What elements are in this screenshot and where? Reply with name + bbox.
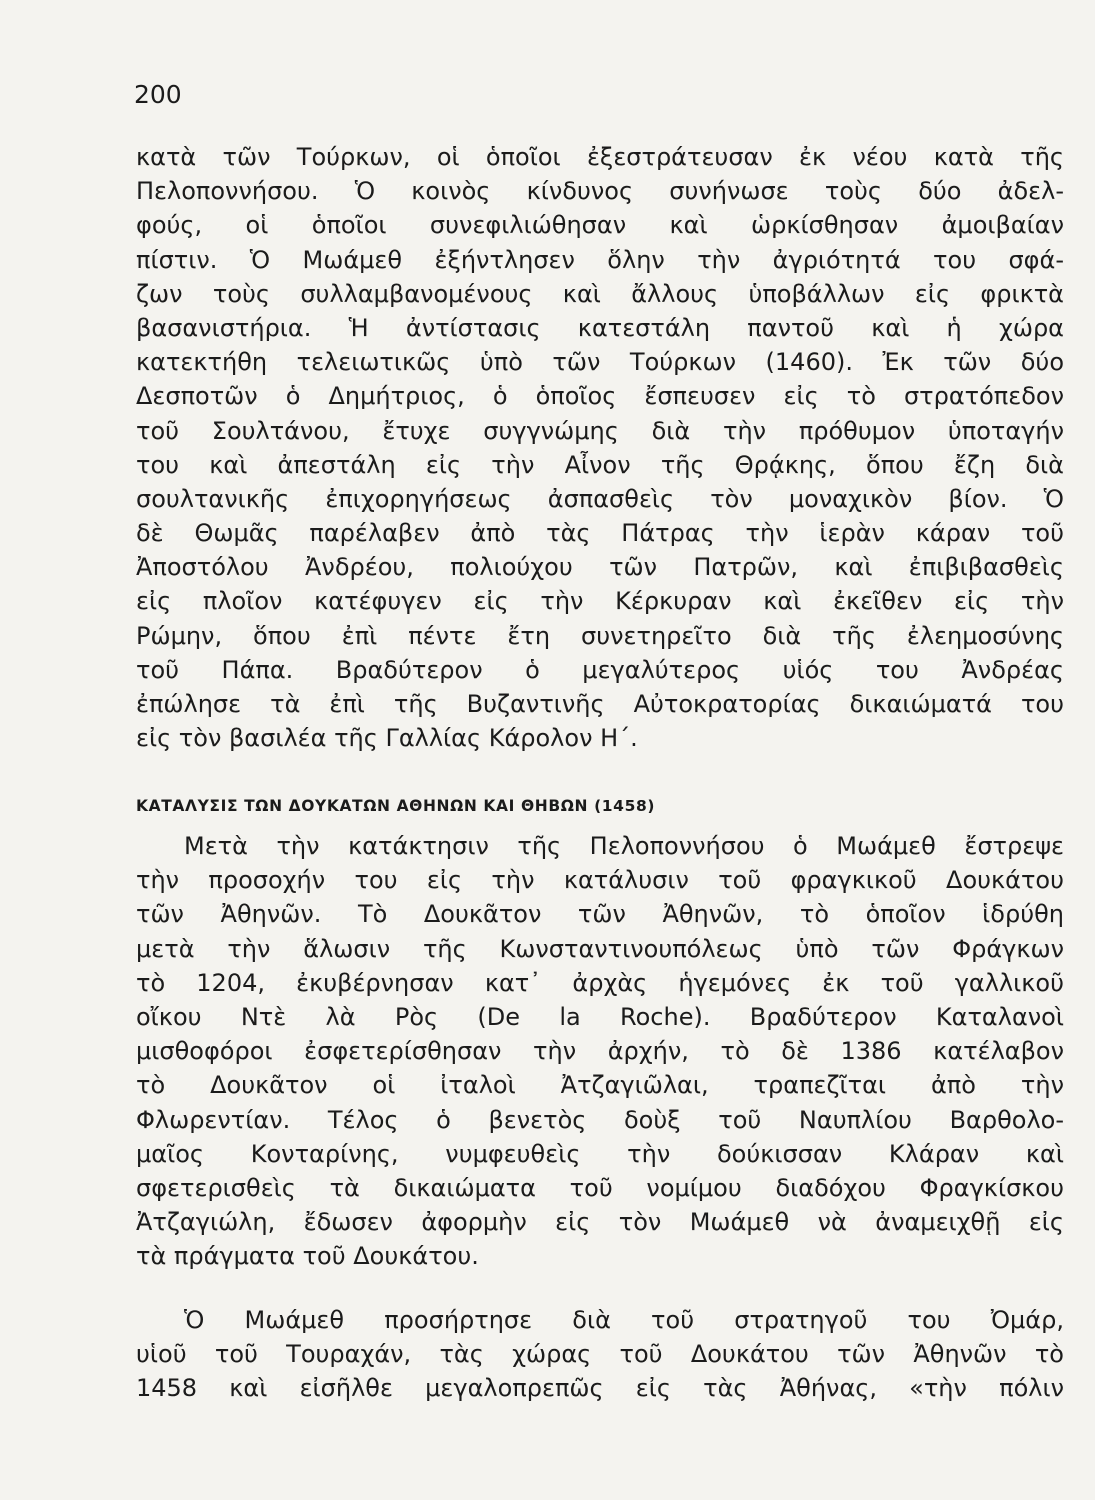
text-line: τοῦ Σουλτάνου, ἔτυχε συγγνώμης διὰ τὴν πρόθυμον ὑποταγήν xyxy=(136,416,1064,445)
paragraph-2 xyxy=(136,829,1064,1273)
text-line: του καὶ ἀπεστάλη εἰς τὴν Αἶνον τῆς Θρᾴκης, ὅπου ἔζη διὰ xyxy=(136,450,1064,479)
text-line: Μετὰ τὴν κατάκτησιν τῆς Πελοποννήσου ὁ Μωάμεθ ἔστρεψε xyxy=(184,832,1064,860)
paragraph-1 xyxy=(136,140,1064,755)
text-line: δὲ Θωμᾶς παρέλαβεν ἀπὸ τὰς Πάτρας τὴν ἱερὰν κάραν τοῦ xyxy=(136,519,1064,548)
text-line: Ἀποστόλου Ἀνδρέου, πολιούχου τῶν Πατρῶν, καὶ ἐπιβιβασθεὶς xyxy=(136,553,1064,582)
text-line: μαῖος Κονταρίνης, νυμφευθεὶς τὴν δούκισσαν Κλάραν καὶ xyxy=(136,1139,1064,1168)
text-line: Πελοποννήσου. Ὁ κοινὸς κίνδυνος συνήνωσε τοὺς δύο ἀδελ- xyxy=(136,177,1064,206)
text-line: ἐπώλησε τὰ ἐπὶ τῆς Βυζαντινῆς Αὐτοκρατορίας δικαιώματά του xyxy=(136,690,1064,718)
text-line: υἱοῦ τοῦ Τουραχάν, τὰς χώρας τοῦ Δουκάτου τῶν Ἀθηνῶν τὸ xyxy=(136,1340,1064,1369)
text-line: εἰς πλοῖον κατέφυγεν εἰς τὴν Κέρκυραν καὶ ἐκεῖθεν εἰς τὴν xyxy=(136,587,1064,616)
text-line: Δεσποτῶν ὁ Δημήτριος, ὁ ὁποῖος ἔσπευσεν εἰς τὸ στρατόπεδον xyxy=(136,382,1064,411)
text-line: τὸ 1204, ἐκυβέρνησαν κατ᾽ ἀρχὰς ἡγεμόνες ἐκ τοῦ γαλλικοῦ xyxy=(136,968,1064,997)
paragraph-3 xyxy=(136,1303,1064,1406)
text-line: τὰ πράγματα τοῦ Δουκάτου. xyxy=(136,1242,479,1271)
text-line: φούς, οἱ ὁποῖοι συνεφιλιώθησαν καὶ ὡρκίσθησαν ἀμοιβαίαν xyxy=(136,211,1064,240)
text-line: 1458 καὶ εἰσῆλθε μεγαλοπρεπῶς εἰς τὰς Ἀθήνας, «τὴν πόλιν xyxy=(136,1374,1064,1403)
text-line: τὸ Δουκᾶτον οἱ ἰταλοὶ Ἀτζαγιῶλαι, τραπεζῖται ἀπὸ τὴν xyxy=(136,1071,1064,1100)
text-line: τοῦ Πάπα. Βραδύτερον ὁ μεγαλύτερος υἱός του Ἀνδρέας xyxy=(136,655,1064,684)
text-line: Φλωρεντίαν. Τέλος ὁ βενετὸς δοὺξ τοῦ Ναυπλίου Βαρθολο- xyxy=(136,1105,1064,1134)
text-line: τῶν Ἀθηνῶν. Τὸ Δουκᾶτον τῶν Ἀθηνῶν, τὸ ὁποῖον ἱδρύθη xyxy=(136,900,1064,929)
text-line: οἴκου Ντὲ λὰ Ρὸς (De la Roche). Βραδύτερον Καταλανοὶ xyxy=(136,1002,1064,1031)
text-line: κατὰ τῶν Τούρκων, οἱ ὁποῖοι ἐξεστράτευσαν ἐκ νέου κατὰ τῆς xyxy=(136,143,1064,171)
section-heading: ΚΑΤΑΛΥΣΙΣ ΤΩΝ ΔΟΥΚΑΤΩΝ ΑΘΗΝΩΝ ΚΑΙ ΘΗΒΩΝ (1458) xyxy=(136,797,656,815)
text-line: μετὰ τὴν ἅλωσιν τῆς Κωνσταντινουπόλεως ὑπὸ τῶν Φράγκων xyxy=(136,934,1064,963)
text-line: κατεκτήθη τελειωτικῶς ὑπὸ τῶν Τούρκων (1460). Ἐκ τῶν δύο xyxy=(136,348,1064,377)
text-line: Ὁ Μωάμεθ προσήρτησε διὰ τοῦ στρατηγοῦ του Ὀμάρ, xyxy=(184,1306,1064,1334)
text-line: ζων τοὺς συλλαμβανομένους καὶ ἄλλους ὑποβάλλων εἰς φρικτὰ xyxy=(136,279,1064,308)
text-line: πίστιν. Ὁ Μωάμεθ ἐξήντλησεν ὅλην τὴν ἀγριότητά του σφά- xyxy=(136,245,1064,274)
text-line: σουλτανικῆς ἐπιχορηγήσεως ἀσπασθεὶς τὸν μοναχικὸν βίον. Ὁ xyxy=(136,484,1064,513)
text-line: Ρώμην, ὅπου ἐπὶ πέντε ἔτη συνετηρεῖτο διὰ τῆς ἐλεημοσύνης xyxy=(136,621,1064,650)
text-line: τὴν προσοχήν του εἰς τὴν κατάλυσιν τοῦ φραγκικοῦ Δουκάτου xyxy=(136,866,1064,895)
text-line: σφετερισθεὶς τὰ δικαιώματα τοῦ νομίμου διαδόχου Φραγκίσκου xyxy=(136,1173,1064,1202)
page-number: 200 xyxy=(134,80,182,109)
text-line: Ἀτζαγιώλη, ἔδωσεν ἀφορμὴν εἰς τὸν Μωάμεθ νὰ ἀναμειχθῇ εἰς xyxy=(136,1208,1064,1237)
text-line: μισθοφόροι ἐσφετερίσθησαν τὴν ἀρχήν, τὸ δὲ 1386 κατέλαβον xyxy=(136,1037,1064,1066)
text-line: εἰς τὸν βασιλέα τῆς Γαλλίας Κάρολον Η΄. xyxy=(136,724,638,753)
text-line: βασανιστήρια. Ἡ ἀντίστασις κατεστάλη παντοῦ καὶ ἡ χώρα xyxy=(136,313,1064,342)
